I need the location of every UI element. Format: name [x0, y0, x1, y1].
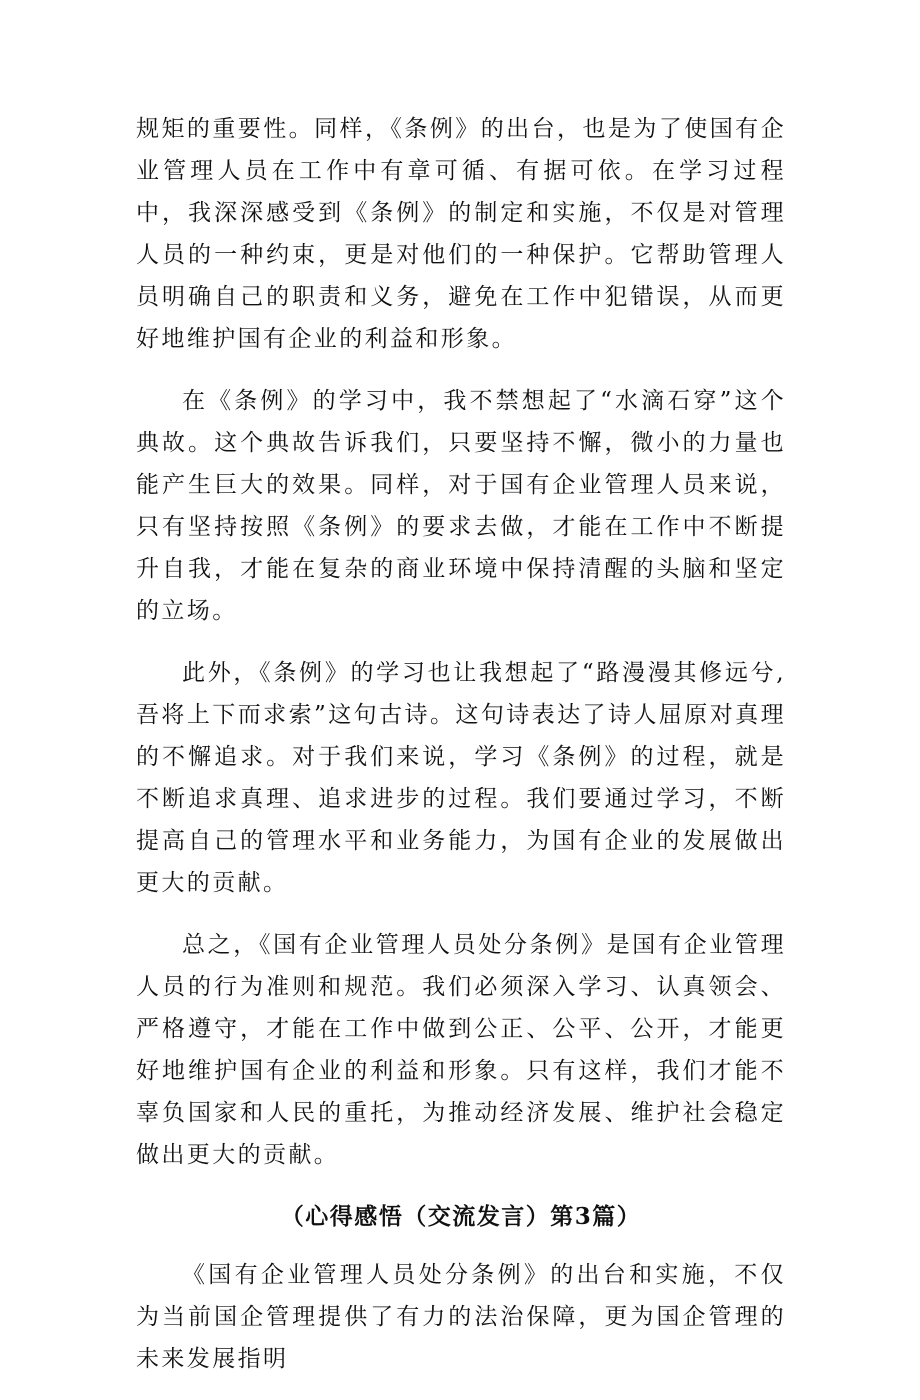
- document-body: [136, 108, 786, 1400]
- paragraph-continuation: 规矩的重要性。同样，《条例》的出台，也是为了使国有企业管理人员在工作中有章可循、有据可依。在学习过程中，我深深感受到《条例》的制定和实施，不仅是对管理人员的一种约束，更是对他们的一种保护。它帮助管理人员明确自己的职责和义务，避免在工作中犯错误，从而更好地维护国有企业的利益和形象。: [136, 116, 786, 352]
- paragraph-water-drop: 在《条例》的学习中，我不禁想起了“水滴石穿”这个典故。这个典故告诉我们，只要坚持不懈，微小的力量也能产生巨大的效果。同样，对于国有企业管理人员来说，只有坚持按照《条例》的要求去做，才能在工作中不断提升自我，才能在复杂的商业环境中保持清醒的头脑和坚定的立场。: [136, 388, 786, 624]
- section-heading: （心得感悟（交流发言）第3篇）: [280, 1203, 642, 1230]
- paragraph-summary: 总之，《国有企业管理人员处分条例》是国有企业管理人员的行为准则和规范。我们必须深入学习、认真领会、严格遵守，才能在工作中做到公正、公平、公开，才能更好地维护国有企业的利益和形象。只有这样，我们才能不辜负国家和人民的重托，为推动经济发展、维护社会稳定做出更大的贡献。: [136, 932, 786, 1168]
- section-paragraph: 《国有企业管理人员处分条例》的出台和实施，不仅为当前国企管理提供了有力的法治保障，更为国企管理的未来发展指明: [136, 1262, 786, 1372]
- paragraph-poem: 此外，《条例》的学习也让我想起了“路漫漫其修远兮,吾将上下而求索”这句古诗。这句诗表达了诗人屈原对真理的不懈追求。对于我们来说，学习《条例》的过程，就是不断追求真理、追求进步的过程。我们要通过学习，不断提高自己的管理水平和业务能力，为国有企业的发展做出更大的贡献。: [136, 660, 786, 896]
